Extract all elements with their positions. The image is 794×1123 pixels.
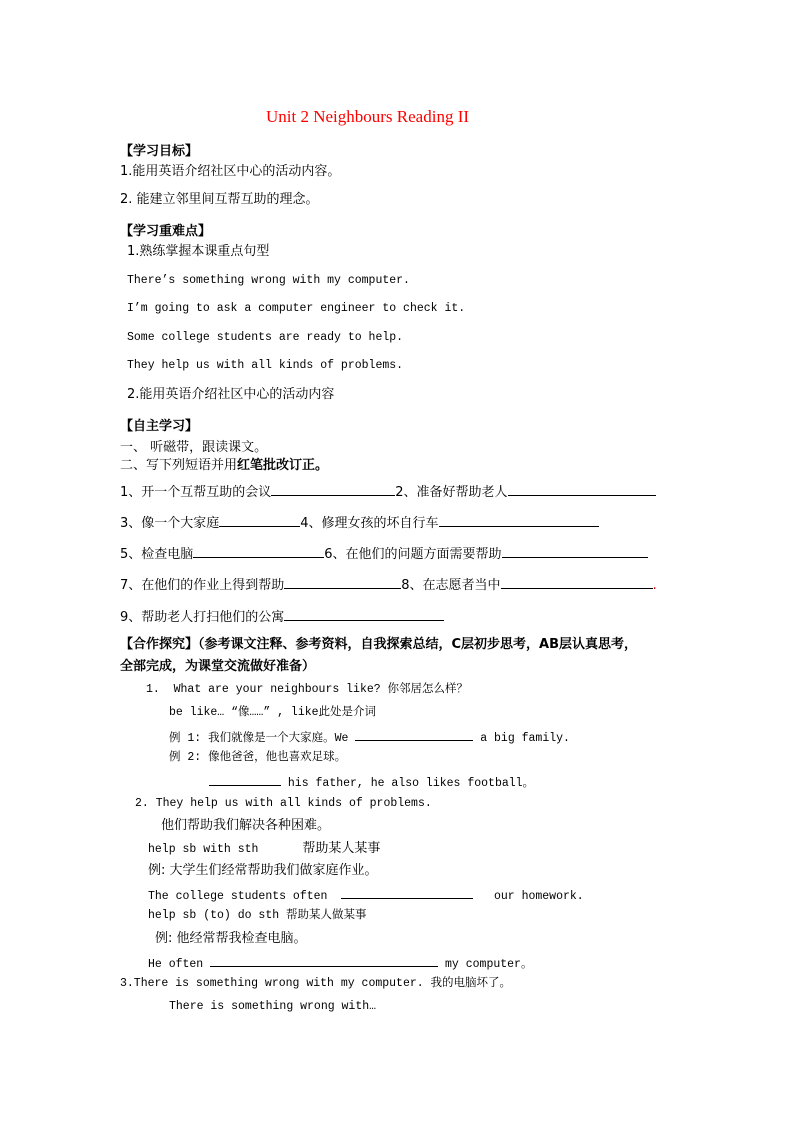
phrase-5: 5、检查电脑 [120,547,194,562]
explore-heading: 【合作探究】 [120,637,199,652]
q1-example-2-tail: his father, he also likes football。 [287,777,535,790]
answer-blank-3[interactable] [219,513,300,527]
q1-answer-blank-1[interactable] [355,727,473,741]
q2-phrase-1-en: help sb with sth [148,843,259,856]
goal-item-1: 1.能用英语介绍社区中心的活动内容。 [120,164,341,179]
goals-heading: 【学习目标】 [120,144,199,159]
q2-answer-blank-2[interactable] [210,953,438,967]
selfstudy-line-2-emphasis: 红笔批改订正。 [237,458,329,473]
q1-example-1-tail: a big family. [480,732,570,745]
keypoint-item-2: 2.能用英语介绍社区中心的活动内容 [127,387,335,402]
q3-line: 3.There is something wrong with my computer. 我的电脑坏了。 [120,977,512,990]
selfstudy-line-1: 一、 听磁带，跟读课文。 [120,440,268,455]
keypoint-item-1: 1.熟练掌握本课重点句型 [127,244,270,259]
q2-translation: 他们帮助我们解决各种困难。 [161,818,331,833]
key-sentence-4: They help us with all kinds of problems. [127,359,404,372]
phrase-9: 9、帮助老人打扫他们的公寓 [120,610,285,625]
q2-phrase-1 [148,840,380,859]
phrase-row-5 [120,607,444,627]
q1-text: What are your neighbours like? 你邻居怎么样？ [173,683,469,696]
answer-blank-4[interactable] [439,513,599,527]
q2-text: They help us with all kinds of problems. [155,797,432,810]
phrase-row-3 [120,544,648,564]
phrase-1: 1、开一个互帮互助的会议 [120,485,272,500]
q2-example-2-start: He often [148,958,204,971]
q3-sub: There is something wrong with… [169,1000,377,1013]
q1-explanation: be like… “像……” , like此处是介词 [169,706,377,719]
phrase-8: 8、在志愿者当中 [401,578,501,593]
q2-number: 2. [135,797,149,810]
explore-heading-line [120,636,637,654]
key-sentence-3: Some college students are ready to help. [127,331,404,344]
q1-example-2: 例 2: 像他爸爸，他也喜欢足球。 [169,751,347,764]
phrase-4: 4、修理女孩的坏自行车 [300,516,439,531]
q1-line [146,681,468,699]
goal-item-2: 2. 能建立邻里间互帮互助的理念。 [120,192,319,207]
phrase-3: 3、像一个大家庭 [120,516,220,531]
q1-answer-blank-2[interactable] [209,772,281,786]
q2-example-2-end: my computer。 [445,958,533,971]
answer-blank-9[interactable] [284,607,444,621]
selfstudy-line-2-prefix: 二、写下列短语并用 [120,458,238,473]
q1-example-1 [169,727,570,748]
explore-note-1: （参考课文注释、参考资料，自我探索总结，C层初步思考，AB层认真思考， [198,637,638,652]
phrase-row-4 [120,575,657,595]
phrase-2: 2、准备好帮助老人 [395,485,508,500]
answer-blank-1[interactable] [271,482,395,496]
q2-line [135,795,432,813]
stray-mark: . [652,578,657,593]
answer-blank-7[interactable] [284,575,401,589]
q2-example-2-en [148,953,532,974]
answer-blank-8[interactable] [501,575,653,589]
q2-answer-blank-1[interactable] [341,885,473,899]
q2-example-2: 例: 他经常帮我检查电脑。 [155,931,307,946]
q1-example-2-answer [209,772,534,793]
answer-blank-5[interactable] [193,544,324,558]
q2-example-1: 例: 大学生们经常帮助我们做家庭作业。 [148,863,378,878]
q1-example-1-label: 例 1: 我们就像是一个大家庭。We [169,732,349,745]
selfstudy-heading: 【自主学习】 [120,419,199,434]
q2-example-1-en [148,885,584,906]
q2-example-1-start: The college students often [148,890,328,903]
phrase-row-1 [120,482,656,502]
phrase-row-2 [120,513,599,533]
key-sentence-2: I’m going to ask a computer engineer to check it. [127,302,466,315]
phrase-6: 6、在他们的问题方面需要帮助 [324,547,502,562]
q2-example-1-end: our homework. [493,890,584,903]
q1-number: 1. [146,683,160,696]
selfstudy-line-2 [120,457,328,475]
answer-blank-6[interactable] [502,544,648,558]
answer-blank-2[interactable] [508,482,656,496]
keypoints-heading: 【学习重难点】 [120,224,212,239]
key-sentence-1: There’s something wrong with my computer. [127,274,410,287]
q2-phrase-1-cn: 帮助某人某事 [302,841,381,856]
explore-note-2: 全部完成，为课堂交流做好准备） [120,659,316,674]
phrase-7: 7、在他们的作业上得到帮助 [120,578,285,593]
q2-phrase-2: help sb (to) do sth 帮助某人做某事 [148,909,367,922]
page-title: Unit 2 Neighbours Reading II [266,107,470,126]
